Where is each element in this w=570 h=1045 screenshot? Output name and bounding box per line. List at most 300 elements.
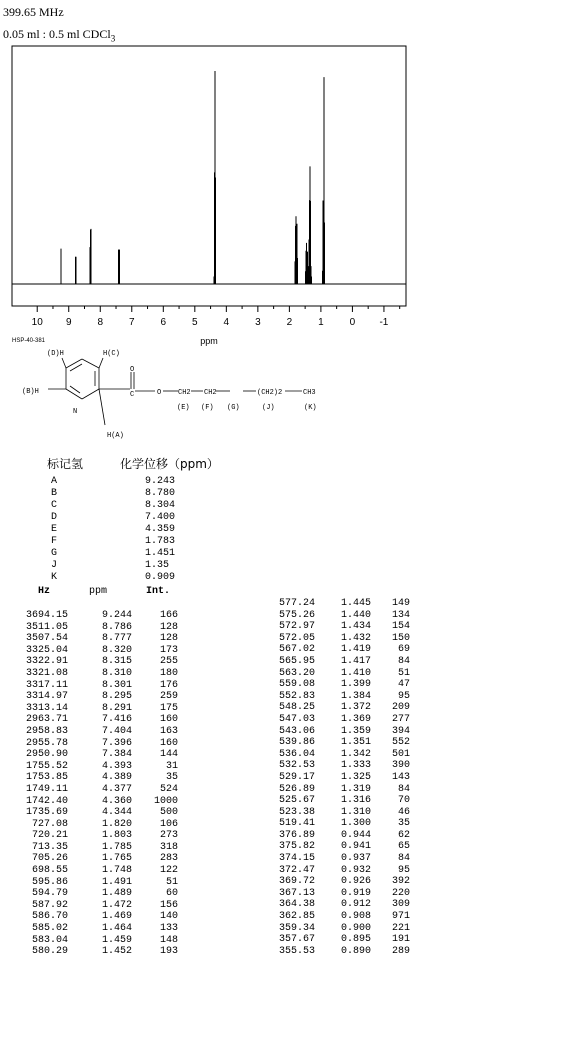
peak-row	[250, 668, 570, 680]
peak-int: 318	[159, 841, 178, 853]
peak-hz: 523.38	[278, 806, 315, 818]
assignment-shift: 1.783	[145, 536, 176, 547]
x-tick-label: 10	[31, 317, 43, 328]
peak-row	[250, 911, 570, 923]
peak-ppm: 0.941	[340, 841, 371, 853]
peak-hz: 727.08	[31, 818, 68, 830]
peak-ppm: 8.310	[101, 667, 132, 679]
assignment-label: G	[51, 548, 58, 559]
peak-int: 133	[159, 923, 178, 935]
peak-row	[0, 691, 260, 703]
spectrometer-frequency: 399.65 MHz	[3, 5, 64, 19]
peak-row	[0, 656, 260, 668]
sample-subscript: 3	[110, 33, 116, 44]
peak-hz: 2963.71	[25, 714, 68, 726]
peak-int: 46	[397, 806, 410, 818]
peak-ppm: 9.244	[101, 610, 132, 621]
peak-int: 166	[159, 610, 178, 621]
peak-ppm: 1.440	[340, 609, 371, 621]
peak-hz: 3317.11	[25, 679, 68, 691]
peak-row	[0, 819, 260, 831]
peak-ppm: 0.908	[340, 911, 371, 923]
peak-hz: 587.92	[31, 899, 68, 911]
peak-ppm: 1.372	[340, 702, 371, 714]
label-carbonyl-c: C	[130, 391, 135, 399]
label-hc: H(C)	[103, 350, 120, 358]
peak-row	[250, 795, 570, 807]
peak-int: 191	[391, 934, 410, 946]
x-tick-label: 2	[286, 317, 293, 328]
peak-int: 143	[391, 771, 410, 783]
peak-int: 156	[159, 899, 178, 911]
peak-row	[250, 621, 570, 633]
peak-hz: 548.25	[278, 702, 315, 714]
peak-ppm: 4.393	[101, 760, 132, 772]
peak-hz: 529.17	[278, 771, 315, 783]
assignment-shift: 8.304	[145, 500, 176, 511]
x-tick-label: 5	[192, 317, 198, 328]
assignment-label: E	[51, 524, 58, 535]
peak-hz: 559.08	[278, 679, 315, 691]
peak-ppm: 0.919	[340, 887, 371, 899]
x-tick-label: 7	[128, 317, 135, 328]
peak-int: 277	[391, 713, 410, 725]
peak-hz: 1749.11	[25, 783, 68, 795]
label-ch2-f: CH2	[204, 389, 217, 397]
peak-ppm: 8.320	[101, 644, 132, 656]
peak-int: 255	[159, 656, 178, 668]
peak-ppm: 1.464	[101, 923, 132, 935]
peak-ppm: 1.785	[101, 841, 132, 853]
peak-hz: 585.02	[31, 923, 68, 935]
peak-row	[0, 935, 260, 947]
peak-ppm: 7.404	[101, 725, 132, 737]
peak-int: 209	[391, 702, 410, 714]
peak-ppm: 8.315	[101, 656, 132, 668]
peak-hz: 577.24	[278, 598, 315, 609]
peak-ppm: 8.786	[101, 621, 132, 633]
label-n: N	[73, 408, 78, 416]
peak-int: 84	[397, 853, 410, 865]
peak-row	[250, 633, 570, 645]
peak-ppm: 1.399	[340, 679, 371, 691]
peak-row	[0, 703, 260, 715]
peak-hz: 2950.90	[25, 749, 68, 761]
peak-int: 259	[159, 691, 178, 703]
peak-row	[250, 737, 570, 749]
peak-int: 1000	[153, 795, 178, 807]
peak-int: 150	[391, 632, 410, 644]
peak-row	[250, 818, 570, 830]
peak-hz: 364.38	[278, 899, 315, 911]
peak-hz: 586.70	[31, 911, 68, 923]
peak-int: 309	[391, 899, 410, 911]
spectrum-code: HSP-40-381	[12, 338, 46, 344]
peak-ppm: 1.445	[340, 598, 371, 609]
peak-row	[250, 853, 570, 865]
peak-hz: 563.20	[278, 667, 315, 679]
peak-ppm: 1.300	[340, 818, 371, 830]
peak-ppm: 1.351	[340, 737, 371, 749]
assignment-label: A	[51, 476, 58, 487]
peak-row	[0, 610, 260, 622]
assignment-label: F	[51, 536, 58, 547]
assignment-label: B	[51, 488, 58, 499]
peak-int: 971	[391, 911, 410, 923]
peak-int: 65	[397, 841, 410, 853]
peak-row	[0, 807, 260, 819]
peak-row	[250, 946, 570, 958]
peak-hz: 519.41	[278, 818, 315, 830]
peak-int: 122	[159, 865, 178, 877]
peak-row	[0, 900, 260, 912]
peak-lines	[61, 71, 325, 284]
peak-hz: 705.26	[31, 853, 68, 865]
x-tick-label: 0	[349, 317, 356, 328]
peak-int: 35	[397, 818, 410, 830]
peak-ppm: 0.890	[340, 945, 371, 957]
peak-hz: 3313.14	[25, 702, 68, 714]
peak-int: 175	[159, 702, 178, 714]
peak-hz: 1735.69	[25, 807, 68, 819]
peak-hz: 575.26	[278, 609, 315, 621]
peak-ppm: 1.384	[340, 690, 371, 702]
label-g: (G)	[227, 404, 240, 412]
peak-int: 128	[159, 621, 178, 633]
peak-int: 394	[391, 725, 410, 737]
x-tick-label: 4	[223, 317, 230, 328]
peak-int: 221	[391, 922, 410, 934]
assignment-shift: 8.780	[145, 488, 176, 499]
assignment-label: J	[51, 560, 58, 571]
label-ha: H(A)	[107, 432, 124, 440]
peak-int: 160	[159, 714, 178, 726]
peak-row	[250, 760, 570, 772]
peak-int: 84	[397, 655, 410, 667]
peak-hz: 1755.52	[25, 760, 68, 772]
peak-ppm: 1.359	[340, 725, 371, 737]
peak-int: 552	[391, 737, 410, 749]
peak-row	[250, 876, 570, 888]
peak-hz: 547.03	[278, 713, 315, 725]
peak-ppm: 7.416	[101, 714, 132, 726]
peak-row	[250, 679, 570, 691]
peak-ppm: 8.291	[101, 702, 132, 714]
peak-int: 51	[397, 667, 410, 679]
assignment-shift: 0.909	[145, 572, 176, 583]
peak-int: 524	[159, 783, 178, 795]
peak-int: 160	[159, 737, 178, 749]
peak-row	[250, 865, 570, 877]
peak-int: 176	[159, 679, 178, 691]
peak-hz: 720.21	[31, 830, 68, 842]
assignment-header-shift: 化学位移（ppm）	[120, 457, 219, 471]
peak-row	[250, 726, 570, 738]
peak-hz: 2955.78	[25, 737, 68, 749]
peak-ppm: 7.384	[101, 749, 132, 761]
peak-int: 106	[159, 818, 178, 830]
peak-int: 95	[397, 864, 410, 876]
peak-ppm: 4.389	[101, 772, 132, 784]
peak-ppm: 1.316	[340, 795, 371, 807]
peak-ppm: 8.777	[101, 633, 132, 645]
peak-hz: 375.82	[278, 841, 315, 853]
peak-row	[0, 726, 260, 738]
assignment-header-label: 标记氢	[47, 457, 84, 471]
peak-hz: 580.29	[31, 946, 68, 958]
peak-row	[0, 668, 260, 680]
peak-int: 31	[165, 760, 178, 772]
peak-hz: 539.86	[278, 737, 315, 749]
peak-row	[250, 644, 570, 656]
peak-hz: 594.79	[31, 888, 68, 900]
peak-hz: 713.35	[31, 841, 68, 853]
peak-hz: 367.13	[278, 887, 315, 899]
peak-hz: 532.53	[278, 760, 315, 772]
assignment-shift: 1.35	[145, 560, 170, 571]
peak-ppm: 1.489	[101, 888, 132, 900]
peak-ppm: 1.820	[101, 818, 132, 830]
peak-header-int: Int.	[146, 586, 171, 597]
peak-header-ppm: ppm	[89, 586, 108, 597]
peak-int: 95	[397, 690, 410, 702]
peak-int: 134	[391, 609, 410, 621]
peak-ppm: 4.360	[101, 795, 132, 807]
peak-int: 500	[159, 807, 178, 819]
peak-hz: 362.85	[278, 911, 315, 923]
peak-int: 173	[159, 644, 178, 656]
peak-ppm: 0.932	[340, 864, 371, 876]
peak-hz: 567.02	[278, 644, 315, 656]
peak-hz: 3321.08	[25, 667, 68, 679]
peak-ppm: 1.417	[340, 655, 371, 667]
peak-hz: 3694.15	[25, 610, 68, 621]
plot-frame	[12, 46, 406, 306]
peak-header-hz: Hz	[38, 586, 51, 597]
peak-int: 193	[159, 946, 178, 958]
label-hb: (B)H	[22, 388, 39, 396]
peak-row	[250, 656, 570, 668]
peak-int: 69	[397, 644, 410, 656]
peak-row	[0, 865, 260, 877]
peak-int: 148	[159, 934, 178, 946]
peak-int: 283	[159, 853, 178, 865]
peak-row	[0, 842, 260, 854]
peak-hz: 355.53	[278, 945, 315, 957]
peak-row	[250, 749, 570, 761]
peak-hz: 2958.83	[25, 725, 68, 737]
assignment-shift: 4.359	[145, 524, 176, 535]
peak-hz: 357.67	[278, 934, 315, 946]
peak-hz: 525.67	[278, 795, 315, 807]
peak-row	[0, 923, 260, 935]
peak-hz: 565.95	[278, 655, 315, 667]
peak-row	[250, 598, 570, 610]
peak-row	[0, 680, 260, 692]
sample-text: 0.05 ml : 0.5 ml CDCl	[3, 27, 111, 41]
peak-row	[0, 714, 260, 726]
peak-ppm: 1.369	[340, 713, 371, 725]
peak-row	[250, 841, 570, 853]
peak-hz: 698.55	[31, 865, 68, 877]
assignment-label: K	[51, 572, 58, 583]
peak-hz: 572.97	[278, 621, 315, 633]
peak-int: 163	[159, 725, 178, 737]
peak-row	[0, 645, 260, 657]
peak-hz: 376.89	[278, 829, 315, 841]
peak-row	[0, 888, 260, 900]
peak-ppm: 1.342	[340, 748, 371, 760]
assignment-shift: 9.243	[145, 476, 176, 487]
peak-ppm: 1.432	[340, 632, 371, 644]
peak-row	[0, 877, 260, 889]
peak-row	[250, 714, 570, 726]
peak-row	[250, 807, 570, 819]
peak-row	[0, 796, 260, 808]
peak-ppm: 0.900	[340, 922, 371, 934]
x-tick-label: 1	[318, 317, 324, 328]
peak-ppm: 1.748	[101, 865, 132, 877]
peak-int: 140	[159, 911, 178, 923]
peak-int: 47	[397, 679, 410, 691]
peak-table-right	[250, 598, 570, 957]
x-tick-label: -1	[379, 317, 389, 328]
peak-int: 60	[165, 888, 178, 900]
label-ester-o: O	[157, 389, 162, 397]
peak-row	[250, 899, 570, 911]
peak-hz: 526.89	[278, 783, 315, 795]
peak-hz: 372.47	[278, 864, 315, 876]
peak-int: 35	[165, 772, 178, 784]
peak-ppm: 0.912	[340, 899, 371, 911]
peak-ppm: 1.310	[340, 806, 371, 818]
peak-int: 289	[391, 945, 410, 957]
assignment-label: D	[51, 512, 58, 523]
peak-row	[250, 610, 570, 622]
peak-hz: 3325.04	[25, 644, 68, 656]
assignment-shift: 1.451	[145, 548, 176, 559]
peak-row	[0, 633, 260, 645]
x-axis-ticks	[32, 306, 400, 328]
peak-int: 149	[391, 598, 410, 609]
peak-hz: 572.05	[278, 632, 315, 644]
peak-ppm: 0.926	[340, 876, 371, 888]
peak-ppm: 0.944	[340, 829, 371, 841]
peak-hz: 1742.40	[25, 795, 68, 807]
peak-row	[0, 738, 260, 750]
label-hd: (D)H	[47, 350, 64, 358]
peak-ppm: 1.333	[340, 760, 371, 772]
peak-row	[0, 784, 260, 796]
assignment-shift: 7.400	[145, 512, 176, 523]
peak-ppm: 0.937	[340, 853, 371, 865]
label-e: (E)	[177, 404, 190, 412]
peak-hz: 374.15	[278, 853, 315, 865]
peak-row	[250, 772, 570, 784]
peak-int: 62	[397, 829, 410, 841]
peak-row	[250, 923, 570, 935]
molecule-structure	[0, 340, 570, 445]
peak-int: 70	[397, 795, 410, 807]
peak-row	[0, 853, 260, 865]
peak-row	[250, 691, 570, 703]
peak-hz: 552.83	[278, 690, 315, 702]
peak-ppm: 1.472	[101, 899, 132, 911]
peak-row	[250, 702, 570, 714]
peak-ppm: 1.459	[101, 934, 132, 946]
peak-row	[0, 749, 260, 761]
peak-ppm: 1.419	[340, 644, 371, 656]
peak-row	[0, 946, 260, 958]
peak-ppm: 4.377	[101, 783, 132, 795]
x-tick-label: 8	[97, 317, 104, 328]
peak-ppm: 4.344	[101, 807, 132, 819]
peak-row	[250, 830, 570, 842]
peak-int: 154	[391, 621, 410, 633]
peak-row	[250, 784, 570, 796]
label-j: (J)	[262, 404, 275, 412]
x-tick-label: 3	[255, 317, 261, 328]
label-carbonyl-o: O	[130, 366, 135, 374]
peak-table-left	[0, 610, 260, 958]
peak-int: 273	[159, 830, 178, 842]
nmr-spectrum	[0, 0, 570, 360]
peak-ppm: 1.765	[101, 853, 132, 865]
peak-int: 390	[391, 760, 410, 772]
peak-ppm: 1.469	[101, 911, 132, 923]
label-ch3: CH3	[303, 389, 316, 397]
x-tick-label: 9	[65, 317, 72, 328]
peak-int: 220	[391, 887, 410, 899]
peak-ppm: 0.895	[340, 934, 371, 946]
peak-int: 51	[165, 876, 178, 888]
peak-ppm: 1.319	[340, 783, 371, 795]
peak-row	[0, 761, 260, 773]
peak-row	[0, 830, 260, 842]
peak-row	[0, 622, 260, 634]
peak-hz: 1753.85	[25, 772, 68, 784]
label-k: (K)	[304, 404, 317, 412]
peak-ppm: 7.396	[101, 737, 132, 749]
peak-row	[0, 772, 260, 784]
x-tick-label: 6	[160, 317, 167, 328]
peak-hz: 3314.97	[25, 691, 68, 703]
peak-hz: 3322.91	[25, 656, 68, 668]
peak-hz: 359.34	[278, 922, 315, 934]
peak-row	[250, 934, 570, 946]
peak-ppm: 1.803	[101, 830, 132, 842]
peak-ppm: 1.410	[340, 667, 371, 679]
peak-ppm: 1.452	[101, 946, 132, 958]
peak-ppm: 1.325	[340, 771, 371, 783]
peak-int: 392	[391, 876, 410, 888]
label-ch2-e: CH2	[178, 389, 191, 397]
peak-ppm: 8.301	[101, 679, 132, 691]
peak-int: 180	[159, 667, 178, 679]
peak-ppm: 1.491	[101, 876, 132, 888]
peak-ppm: 1.434	[340, 621, 371, 633]
peak-hz: 3511.05	[25, 621, 68, 633]
peak-hz: 583.04	[31, 934, 68, 946]
peak-hz: 369.72	[278, 876, 315, 888]
peak-hz: 536.04	[278, 748, 315, 760]
peak-hz: 595.86	[31, 876, 68, 888]
assignment-label: C	[51, 500, 58, 511]
label-ch2-chain: (CH2)2	[257, 389, 283, 397]
peak-row	[250, 888, 570, 900]
peak-hz: 3507.54	[25, 633, 68, 645]
peak-hz: 543.06	[278, 725, 315, 737]
